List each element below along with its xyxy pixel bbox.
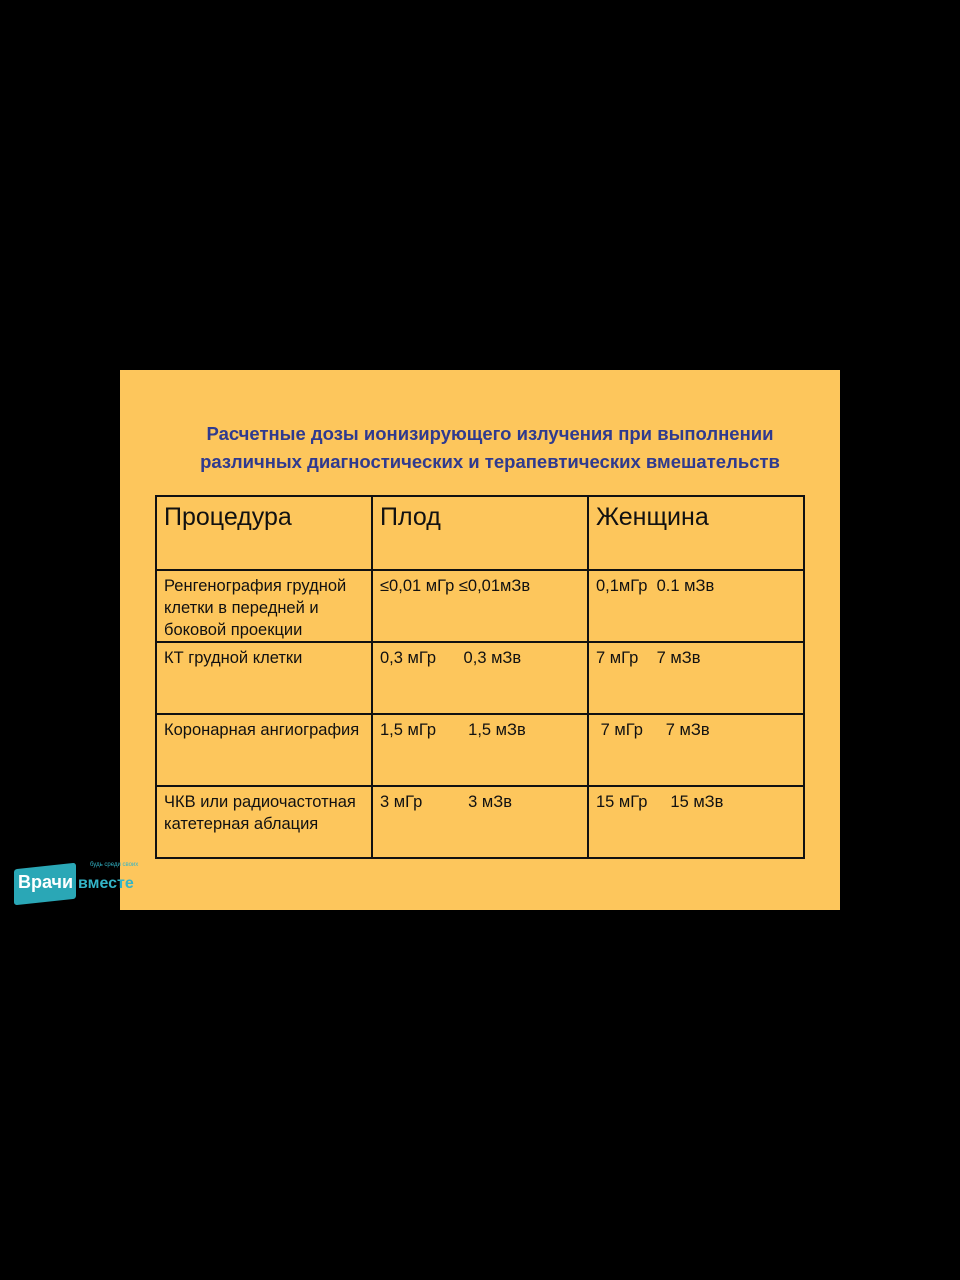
header-woman: Женщина	[588, 496, 804, 570]
woman-dose-cell: 7 мГр 7 мЗв	[588, 642, 804, 714]
logo-main-text: Врачи	[18, 872, 74, 892]
table-row	[156, 786, 804, 858]
procedure-cell: Ренгенография грудной клетки в передней и боковой проекции	[156, 570, 372, 642]
fetus-dose-cell: 3 мГр 3 мЗв	[372, 786, 588, 858]
table-row	[156, 642, 804, 714]
procedure-cell: ЧКВ или радиочастотная катетерная аблация	[156, 786, 372, 858]
logo-second-text: вместе	[78, 875, 134, 892]
watermark-logo	[14, 862, 154, 908]
fetus-dose-cell: 1,5 мГр 1,5 мЗв	[372, 714, 588, 786]
title-line-1: Расчетные дозы ионизирующего излучения при выполнении	[206, 423, 774, 444]
header-procedure: Процедура	[156, 496, 372, 570]
dose-table	[155, 495, 805, 859]
slide-title	[120, 420, 860, 476]
woman-dose-cell: 0,1мГр 0.1 мЗв	[588, 570, 804, 642]
table-header-row	[156, 496, 804, 570]
procedure-cell: КТ грудной клетки	[156, 642, 372, 714]
logo-tagline: будь среди своих	[90, 862, 139, 868]
procedure-cell: Коронарная ангиография	[156, 714, 372, 786]
woman-dose-cell: 7 мГр 7 мЗв	[588, 714, 804, 786]
fetus-dose-cell: 0,3 мГр 0,3 мЗв	[372, 642, 588, 714]
fetus-dose-cell: ≤0,01 мГр ≤0,01мЗв	[372, 570, 588, 642]
table-row	[156, 714, 804, 786]
table-row	[156, 570, 804, 642]
slide	[120, 370, 840, 910]
woman-dose-cell: 15 мГр 15 мЗв	[588, 786, 804, 858]
header-fetus: Плод	[372, 496, 588, 570]
title-line-2: различных диагностических и терапевтических вмешательств	[200, 451, 780, 472]
